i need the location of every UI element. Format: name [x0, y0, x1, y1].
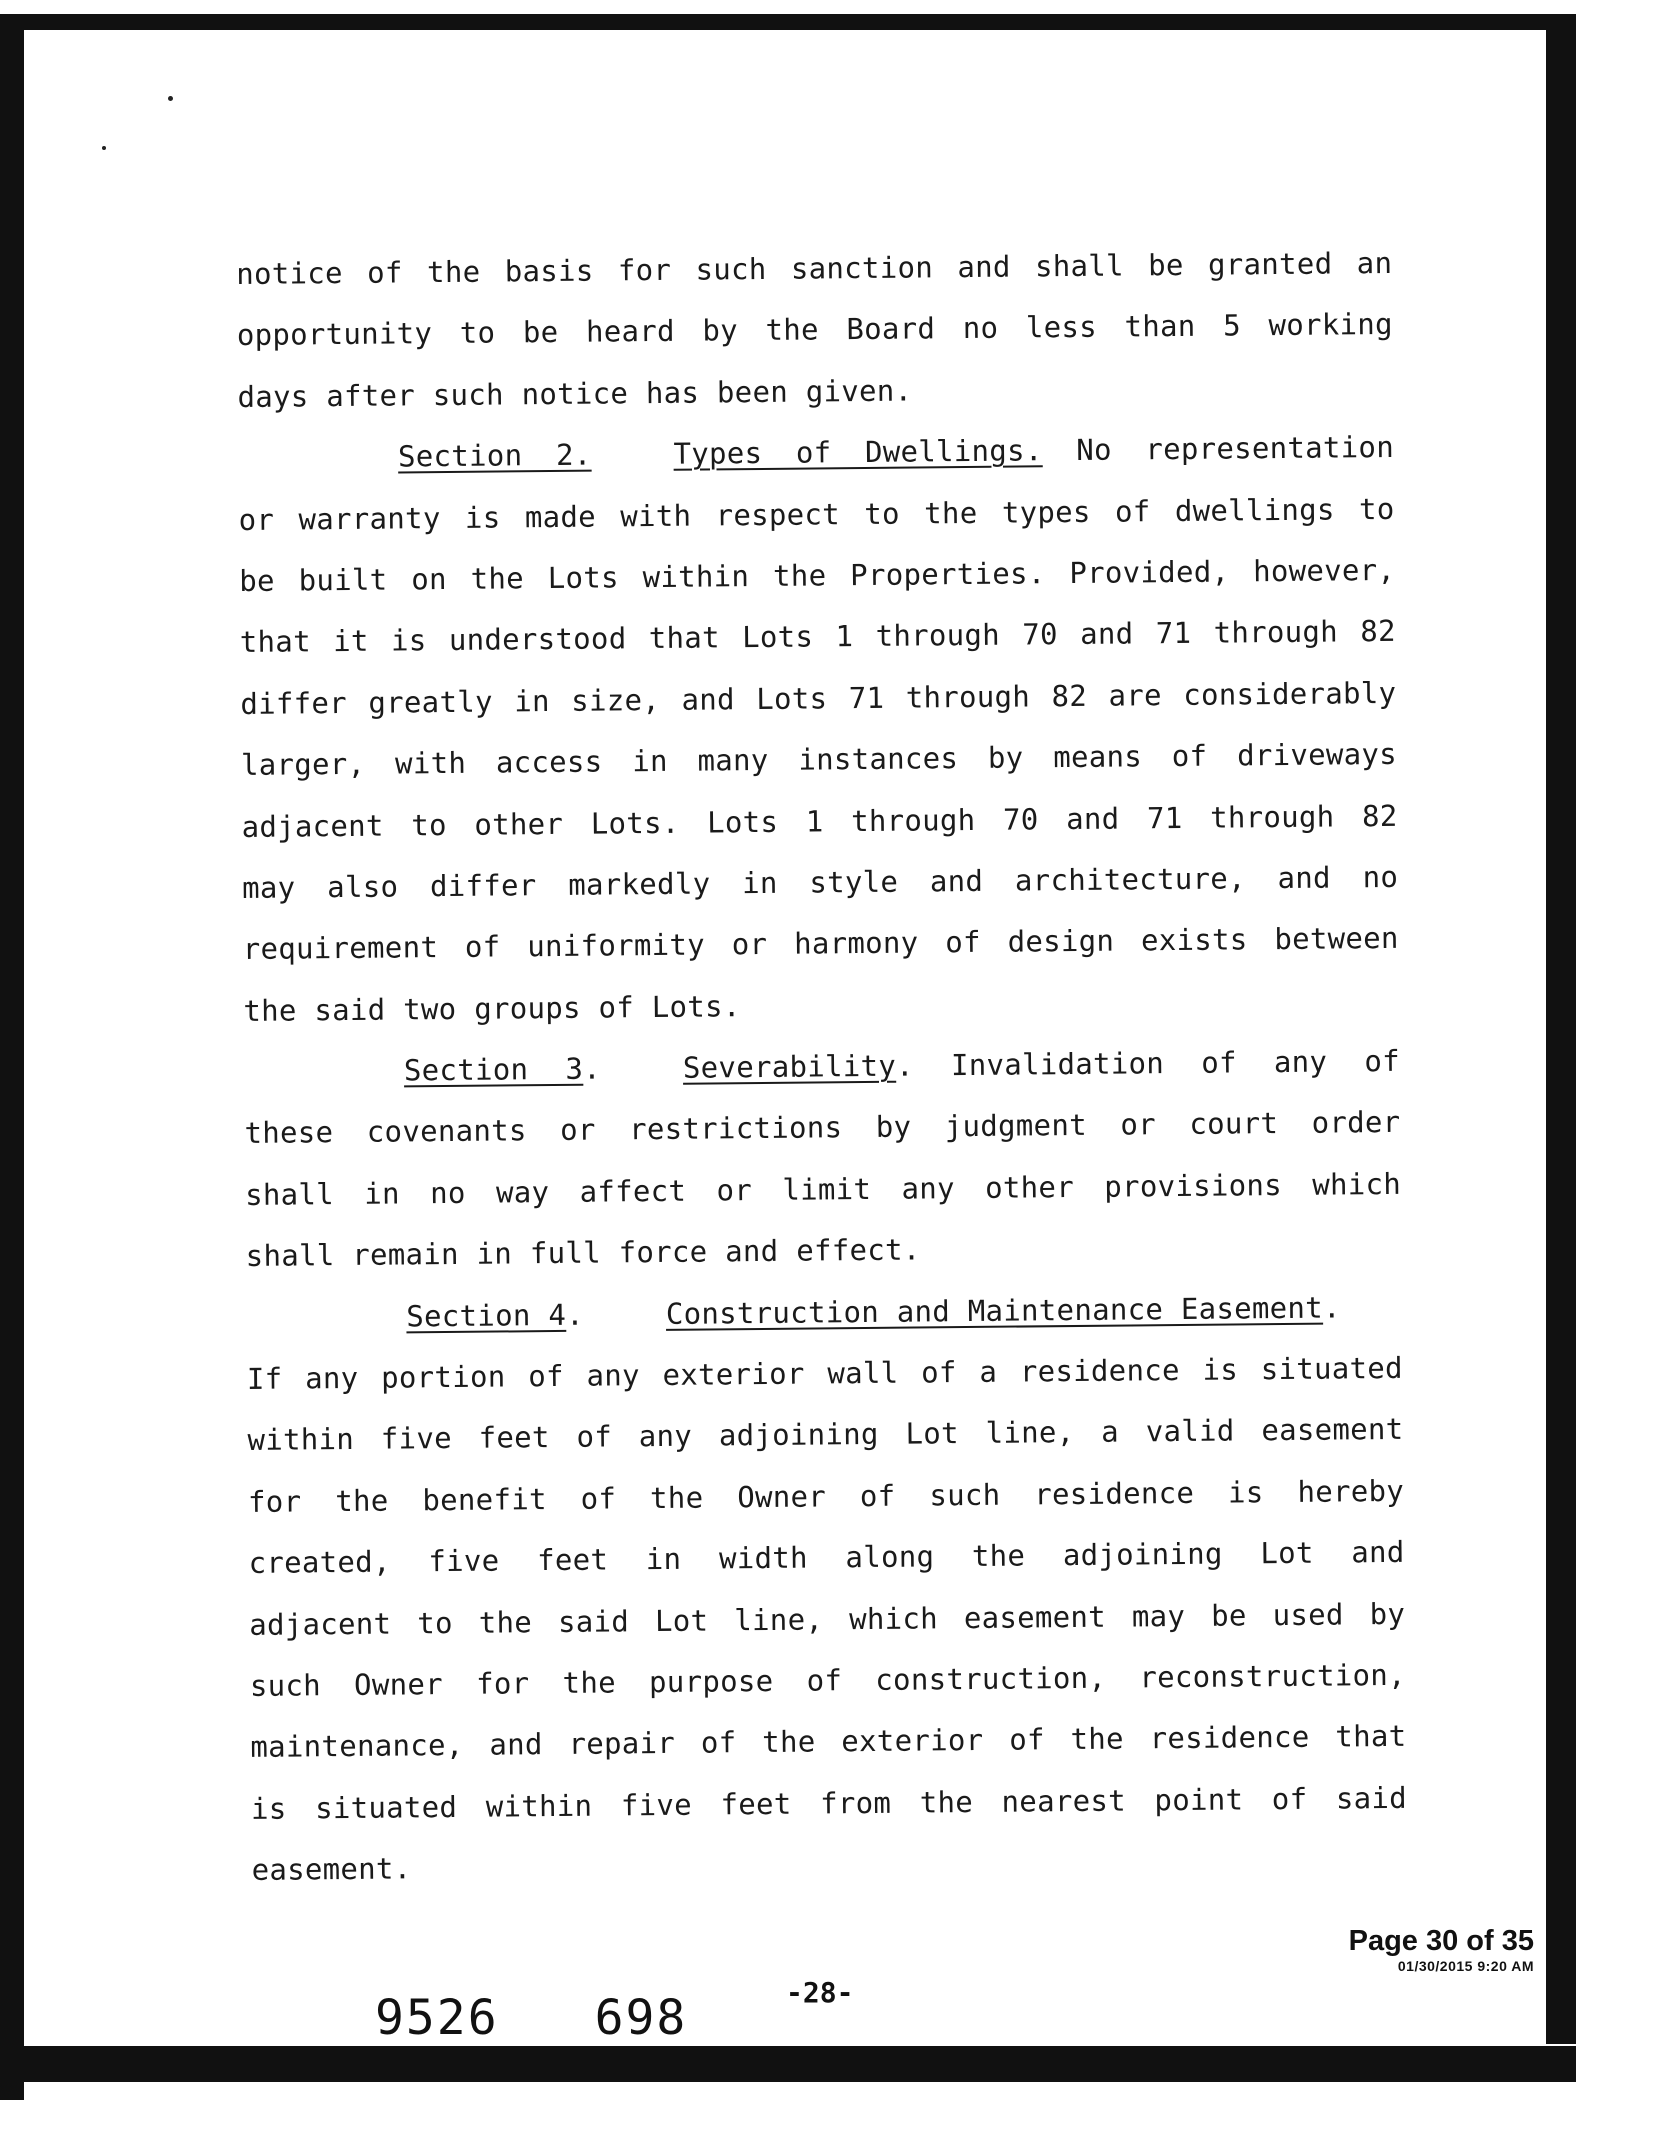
section-4-label: Section 4: [406, 1297, 567, 1334]
section-3-label: Section 3: [403, 1051, 584, 1088]
scan-border-top: [10, 14, 1570, 30]
text-line: If any portion of any exterior wall of a residence is situated: [246, 1350, 1404, 1396]
text-line: adjacent to other Lots. Lots 1 through 70 and 71 through 82: [241, 798, 1398, 844]
section-2-heading: [238, 417, 1395, 489]
text-line: that it is understood that Lots 1 through 70 and 71 through 82: [239, 614, 1396, 660]
text-line: is situated within five feet from the nearest point of said: [250, 1780, 1408, 1826]
text-line: larger, with access in many instances by means of driveways: [240, 737, 1398, 783]
text-line: or warranty is made with respect to the types of dwellings to: [238, 491, 1395, 537]
scan-border-right: [1546, 14, 1576, 2044]
text-line: these covenants or restrictions by judgment or court order: [244, 1105, 1401, 1151]
book-page-reference: [375, 1990, 687, 2046]
text-line: notice of the basis for such sanction and shall be granted an: [236, 245, 1393, 291]
section-2-title: Types of Dwellings.: [673, 433, 1043, 471]
scan-speck: [168, 96, 173, 101]
section-3-lead: Invalidation of any of: [950, 1043, 1401, 1083]
text-line: days after such notice has been given.: [237, 373, 913, 414]
scan-border-left: [0, 14, 24, 2100]
text-line: differ greatly in size, and Lots 71 through 82 are considerably: [240, 675, 1397, 721]
scan-speck: [102, 146, 106, 150]
recording-stamp: [1349, 1925, 1534, 1974]
text-line: maintenance, and repair of the exterior of the residence that: [250, 1719, 1407, 1765]
text-line: be built on the Lots within the Properties. Provided, however,: [239, 552, 1396, 598]
text-line: such Owner for the purpose of construction, reconstruction,: [249, 1657, 1406, 1703]
page-count-label: Page 30 of 35: [1348, 1925, 1534, 1957]
section-4-heading: Section 4. Construction and Maintenance Easement.: [406, 1290, 1341, 1334]
page-number: -28-: [786, 1976, 854, 2009]
text-line: shall remain in full force and effect.: [245, 1232, 921, 1274]
text-line: easement.: [251, 1851, 412, 1888]
text-line: shall in no way affect or limit any other provisions which: [244, 1166, 1402, 1212]
recording-timestamp: 01/30/2015 9:20 AM: [1397, 1958, 1534, 1974]
book-page-number: 698: [594, 1990, 688, 2046]
section-2-lead: No representation: [1076, 430, 1395, 468]
section-3-heading: Section 3. Severability. Invalidation of any of: [403, 1043, 1401, 1088]
text-line: within five feet of any adjoining Lot line, a valid easement: [247, 1412, 1404, 1458]
document-text: [236, 233, 1408, 1902]
text-line: created, five feet in width along the adjoining Lot and: [248, 1535, 1405, 1581]
scan-border-bottom: [0, 2046, 1576, 2082]
section-2-label: Section 2.: [397, 437, 592, 474]
section-4-title: Construction and Maintenance Easement: [665, 1290, 1324, 1331]
text-line: opportunity to be heard by the Board no less than 5 working: [236, 307, 1393, 353]
text-line: the said two groups of Lots.: [243, 988, 741, 1028]
text-line: may also differ markedly in style and architecture, and no: [242, 859, 1399, 905]
text-line: adjacent to the said Lot line, which easement may be used by: [249, 1596, 1406, 1642]
book-number: 9526: [375, 1990, 499, 2046]
text-line: requirement of uniformity or harmony of design exists between: [242, 921, 1399, 967]
text-line: for the benefit of the Owner of such residence is hereby: [247, 1473, 1405, 1519]
section-3-title: Severability: [682, 1048, 897, 1085]
